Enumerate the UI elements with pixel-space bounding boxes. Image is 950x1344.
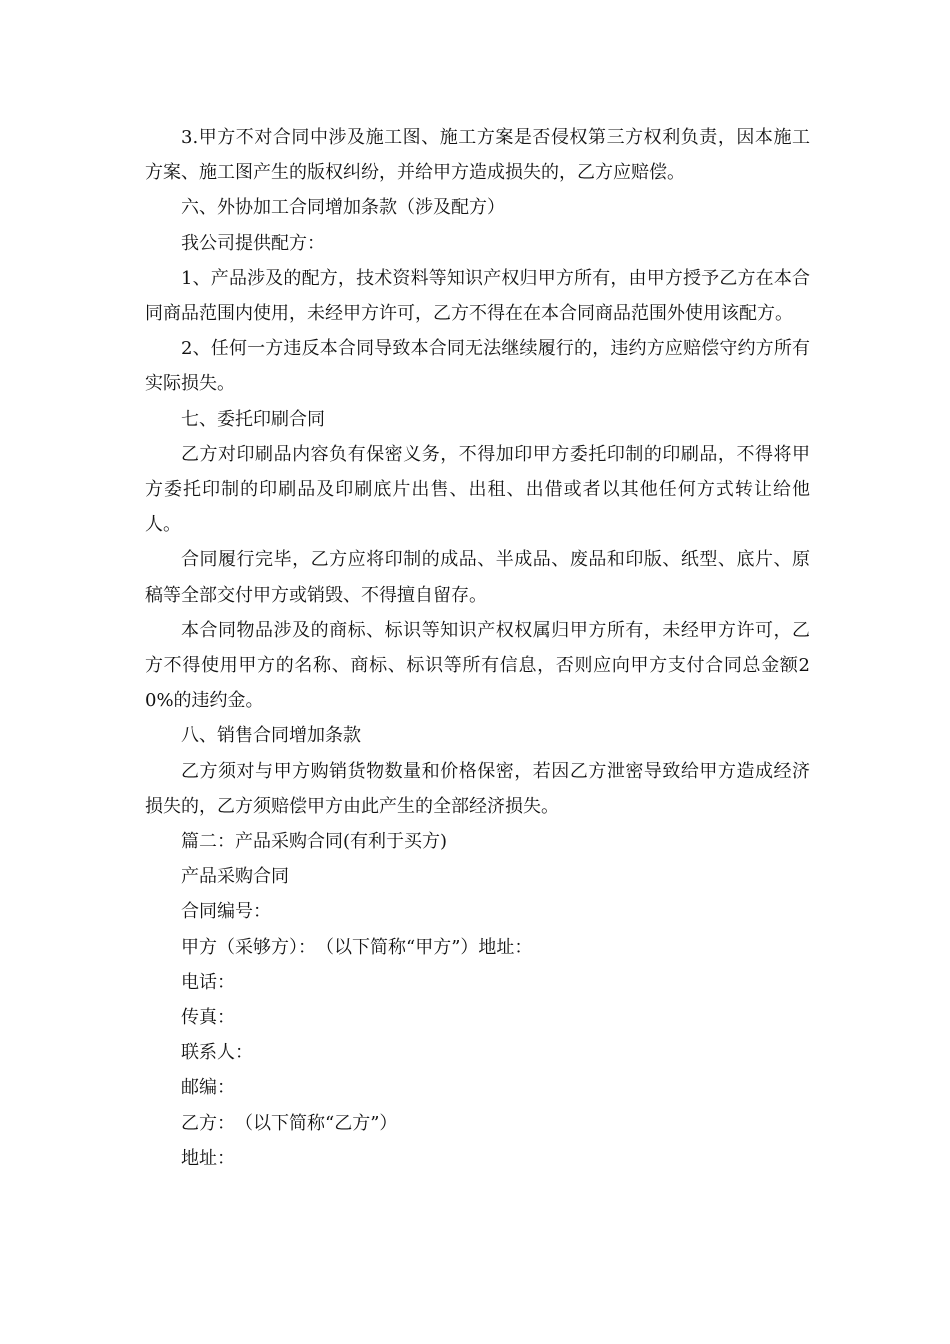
field-phone: 电话： <box>181 971 235 993</box>
field-contract-number: 合同编号： <box>181 901 271 923</box>
field-contact: 联系人： <box>181 1042 253 1064</box>
field-party-a: 甲方（采够方）： （以下简称“甲方”）地址： <box>181 936 533 958</box>
heading-section-6: 六、外协加工合同增加条款（涉及配方） <box>181 197 505 219</box>
paragraph-printing-1: 乙方对印刷品内容负有保密义务，不得加印甲方委托印制的印刷品，不得将甲方委托印制的印刷品及印刷底片出售、出租、出借或者以其他任何方式转让给他人。 <box>145 443 810 536</box>
field-address: 地址： <box>181 1147 235 1169</box>
paragraph-sales-1: 乙方须对与甲方购销货物数量和价格保密，若因乙方泄密导致给甲方造成经济损失的，乙方须赔偿甲方由此产生的全部经济损失。 <box>145 760 810 817</box>
paragraph-clause-3: 3.甲方不对合同中涉及施工图、施工方案是否侵权第三方权利负责，因本施工方案、施工图产生的版权纠纷，并给甲方造成损失的，乙方应赔偿。 <box>145 127 810 184</box>
document-body <box>145 120 810 1176</box>
heading-part-2: 篇二：产品采购合同(有利于买方) <box>181 831 448 853</box>
paragraph-printing-3: 本合同物品涉及的商标、标识等知识产权权属归甲方所有，未经甲方许可，乙方不得使用甲方的名称、商标、标识等所有信息，否则应向甲方支付合同总金额20%的违约金。 <box>145 619 810 712</box>
heading-section-8: 八、销售合同增加条款 <box>181 725 361 747</box>
contract-title: 产品采购合同 <box>181 866 289 888</box>
paragraph-formula-2: 2、任何一方违反本合同导致本合同无法继续履行的，违约方应赔偿守约方所有实际损失。 <box>145 338 810 395</box>
field-party-b: 乙方： （以下简称“乙方”） <box>181 1112 398 1134</box>
paragraph-formula-1: 1、产品涉及的配方，技术资料等知识产权归甲方所有，由甲方授予乙方在本合同商品范围内使用，未经甲方许可，乙方不得在在本合同商品范围外使用该配方。 <box>145 267 810 325</box>
heading-section-7: 七、委托印刷合同 <box>181 408 325 430</box>
field-fax: 传真： <box>181 1007 235 1029</box>
paragraph-formula-intro: 我公司提供配方： <box>181 232 325 254</box>
field-postcode: 邮编： <box>181 1077 235 1099</box>
paragraph-printing-2: 合同履行完毕，乙方应将印制的成品、半成品、废品和印版、纸型、底片、原稿等全部交付甲方或销毁、不得擅自留存。 <box>145 549 810 606</box>
